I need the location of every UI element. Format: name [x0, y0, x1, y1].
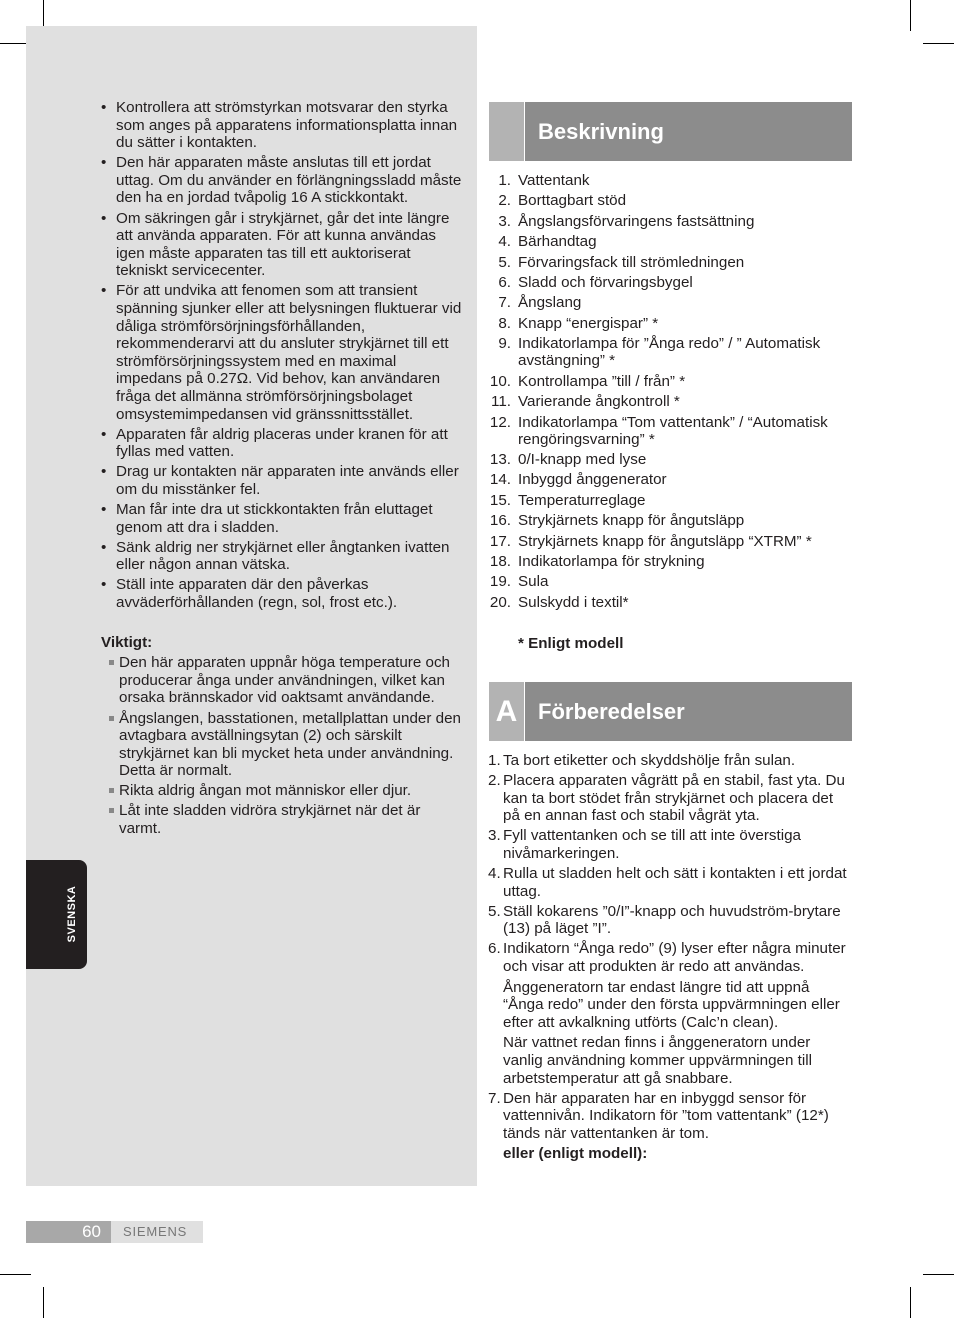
list-item: [488, 274, 858, 291]
item-text: Knapp “energispar” *: [518, 314, 659, 332]
list-item: [488, 553, 858, 570]
list-item: [488, 294, 858, 311]
model-note: * Enligt modell: [518, 635, 624, 652]
item-text: Ångslang: [518, 294, 582, 312]
parts-list: [488, 172, 858, 614]
item-text: Sulskydd i textil*: [518, 593, 629, 611]
step-note: eller (enligt modell):: [503, 1145, 648, 1163]
list-item: [488, 213, 858, 230]
list-item: Den här apparaten uppnår höga temperature och producerar ånga under användningen, vilket kan orsaka brännskador vid oaktsamt användande.: [101, 654, 466, 707]
list-item: Ångslangen, basstationen, metallplattan under den avtagbara avställningsytan (2) och särskilt strykjärnet kan bli mycket heta under användning. Detta är normalt.: [101, 710, 466, 780]
item-text: Förvaringsfack till strömledningen: [518, 253, 745, 271]
crop-mark: [43, 1287, 44, 1318]
crop-mark: [910, 0, 911, 31]
item-number: 14.: [489, 471, 511, 489]
item-text: Sula: [518, 573, 549, 591]
step-text: Fyll vattentanken och se till att inte överstiga nivåmarkeringen.: [503, 827, 801, 862]
language-tab-label: SVENSKA: [66, 885, 78, 943]
item-text: Sladd och förvaringsbygel: [518, 273, 693, 291]
list-item: [488, 172, 858, 189]
step-number: 1.: [488, 752, 501, 769]
item-number: 16.: [489, 512, 511, 530]
item-text: Borttagbart stöd: [518, 192, 627, 210]
crop-mark: [910, 1287, 911, 1318]
item-text: Strykjärnets knapp för ångutsläpp “XTRM” *: [518, 532, 812, 550]
step-number: 7.: [488, 1089, 501, 1107]
list-item: • Drag ur kontakten när apparaten inte används eller om du misstänker fel.: [101, 463, 466, 498]
list-item: [488, 573, 858, 590]
list-item: [488, 865, 850, 900]
step-text: Ta bort etiketter och skyddshölje från sulan.: [503, 752, 796, 769]
crop-mark: [923, 1274, 954, 1275]
step-number: 6.: [488, 940, 501, 958]
step-number: 4.: [488, 865, 501, 883]
list-item: • För att undvika att fenomen som att transient spänning sjunker eller att belysningen fluktuerar vid dåliga strömförsörjningsförhållanden, rekommenderarvi att du ansluter strykjärnet till ett strömförsörjningssystem med en maximal impedans på 0.27Ω. Vid behov, kan användaren fråga det allmänna strömförsörjningsbolaget omsystemimpedansen vid gränssnittsstället.: [101, 282, 466, 423]
item-text: Indikatorlampa för ”Ånga redo” / ” Automatisk avstängning” *: [518, 335, 821, 370]
crop-mark: [0, 1274, 31, 1275]
step-text: Den här apparaten har en inbyggd sensor för vattennivån. Indikatorn för ”tom vattentank” (12*) tänds när vattentanken är tom.: [503, 1089, 829, 1142]
list-item: Rikta aldrig ångan mot människor eller djur.: [101, 782, 466, 800]
list-item: [488, 233, 858, 250]
item-number: 2.: [498, 192, 511, 210]
step-text: Rulla ut sladden helt och sätt i kontakten i ett jordat uttag.: [503, 865, 847, 900]
step-text: Ställ kokarens ”0/I”-knapp och huvudström-brytare (13) på läget ”I”.: [503, 902, 841, 938]
item-number: 6.: [498, 273, 511, 291]
list-item: [488, 903, 850, 938]
list-item: • Kontrollera att strömstyrkan motsvarar den styrka som anges på apparatens informationsplatta innan du sätter i kontakten.: [101, 99, 466, 152]
item-text: Inbyggd ånggenerator: [518, 471, 667, 489]
list-item: [488, 827, 850, 862]
step-paragraph: När vattnet redan finns i ånggeneratorn under vanlig användning kommer uppvärmningen till arbetstemperatur att gå snabbare.: [503, 1034, 812, 1087]
list-item: [488, 315, 858, 332]
list-item: [488, 471, 858, 488]
item-number: 12.: [489, 413, 511, 431]
item-number: 8.: [498, 314, 511, 332]
item-number: 4.: [498, 233, 511, 251]
item-number: 19.: [489, 573, 511, 591]
list-item: [488, 254, 858, 271]
item-text: Bärhandtag: [518, 233, 597, 251]
item-number: 18.: [489, 553, 511, 571]
step-number: 5.: [488, 902, 501, 920]
item-text: Kontrollampa ”till / från” *: [518, 372, 686, 390]
item-number: 1.: [498, 172, 511, 189]
item-text: Indikatorlampa för strykning: [518, 553, 705, 571]
step-paragraph: Ånggeneratorn tar endast längre tid att uppnå “Ånga redo” under den första uppvärmningen eller efter att avkalkning utförts (Calc’n clean).: [503, 978, 840, 1031]
list-item: • Den här apparaten måste anslutas till ett jordat uttag. Om du använder en förlängningssladd måste den ha en jordad tvåpolig 16 A stickkontakt.: [101, 154, 466, 207]
list-item: [488, 373, 858, 390]
list-item: • Sänk aldrig ner strykjärnet eller ångtanken ivatten eller någon annan vätska.: [101, 539, 466, 574]
item-text: Strykjärnets knapp för ångutsläpp: [518, 512, 745, 530]
item-number: 15.: [489, 491, 511, 509]
item-text: Temperaturreglage: [518, 491, 646, 509]
item-number: 3.: [498, 212, 511, 230]
step-text: Indikatorn “Ånga redo” (9) lyser efter några minuter och visar att produkten är redo att användas.: [503, 940, 846, 976]
list-item: [488, 752, 850, 770]
safety-column: [101, 99, 466, 840]
list-item: [488, 533, 858, 550]
page-number: 60: [26, 1221, 111, 1243]
item-number: 10.: [489, 372, 511, 390]
step-number: 2.: [488, 772, 501, 790]
item-text: Ångslangsförvaringens fastsättning: [518, 212, 755, 230]
section-title: Förberedelser: [538, 699, 685, 724]
list-item: [488, 512, 858, 529]
item-number: 9.: [498, 335, 511, 353]
list-item: [488, 772, 850, 825]
item-number: 7.: [498, 294, 511, 312]
item-text: 0/I-knapp med lyse: [518, 451, 647, 469]
list-item: [488, 492, 858, 509]
section-letter-box: A: [489, 682, 525, 741]
section-box: [489, 102, 525, 161]
section-header-beskrivning: [489, 102, 852, 161]
list-item: [488, 335, 858, 369]
list-item: [488, 393, 858, 410]
item-number: 17.: [489, 532, 511, 550]
step-text: Placera apparaten vågrätt på en stabil, fast yta. Du kan ta bort stödet från strykjärnet och placera det på en annan fast och stabil vågrät yta.: [503, 772, 845, 825]
list-item: • Ställ inte apparaten där den påverkas avväderförhållanden (regn, sol, frost etc.).: [101, 576, 466, 611]
item-number: 20.: [489, 593, 511, 611]
item-number: 11.: [491, 393, 511, 411]
list-item: [488, 414, 858, 448]
list-item: • Om säkringen går i strykjärnet, går det inte längre att använda apparaten. För att kunna användas igen måste apparaten tas till ett auktoriserat tekniskt servicecenter.: [101, 210, 466, 280]
item-text: Vattentank: [518, 172, 590, 189]
section-title: Beskrivning: [538, 119, 664, 144]
preparation-steps: [488, 752, 850, 1166]
item-text: Varierande ångkontroll *: [518, 393, 680, 411]
important-list: [101, 654, 466, 837]
section-header-forberedelser: [489, 682, 852, 741]
step-number: 3.: [488, 827, 501, 845]
important-heading: Viktigt:: [101, 633, 153, 651]
list-item: [488, 940, 850, 1087]
item-text: Indikatorlampa “Tom vattentank” / “Automatisk rengöringsvarning” *: [518, 413, 828, 448]
crop-mark: [923, 43, 954, 44]
list-item: [488, 451, 858, 468]
list-item: • Apparaten får aldrig placeras under kranen för att fyllas med vatten.: [101, 426, 466, 461]
item-number: 5.: [498, 253, 511, 271]
list-item: [488, 1090, 850, 1163]
item-number: 13.: [489, 451, 511, 469]
list-item: Låt inte sladden vidröra strykjärnet när det är varmt.: [101, 802, 466, 837]
safety-bullet-list: [101, 99, 466, 612]
list-item: [488, 192, 858, 209]
list-item: • Man får inte dra ut stickkontakten från eluttaget genom att dra i sladden.: [101, 501, 466, 536]
list-item: [488, 594, 858, 611]
brand-name: SIEMENS: [123, 1224, 188, 1239]
